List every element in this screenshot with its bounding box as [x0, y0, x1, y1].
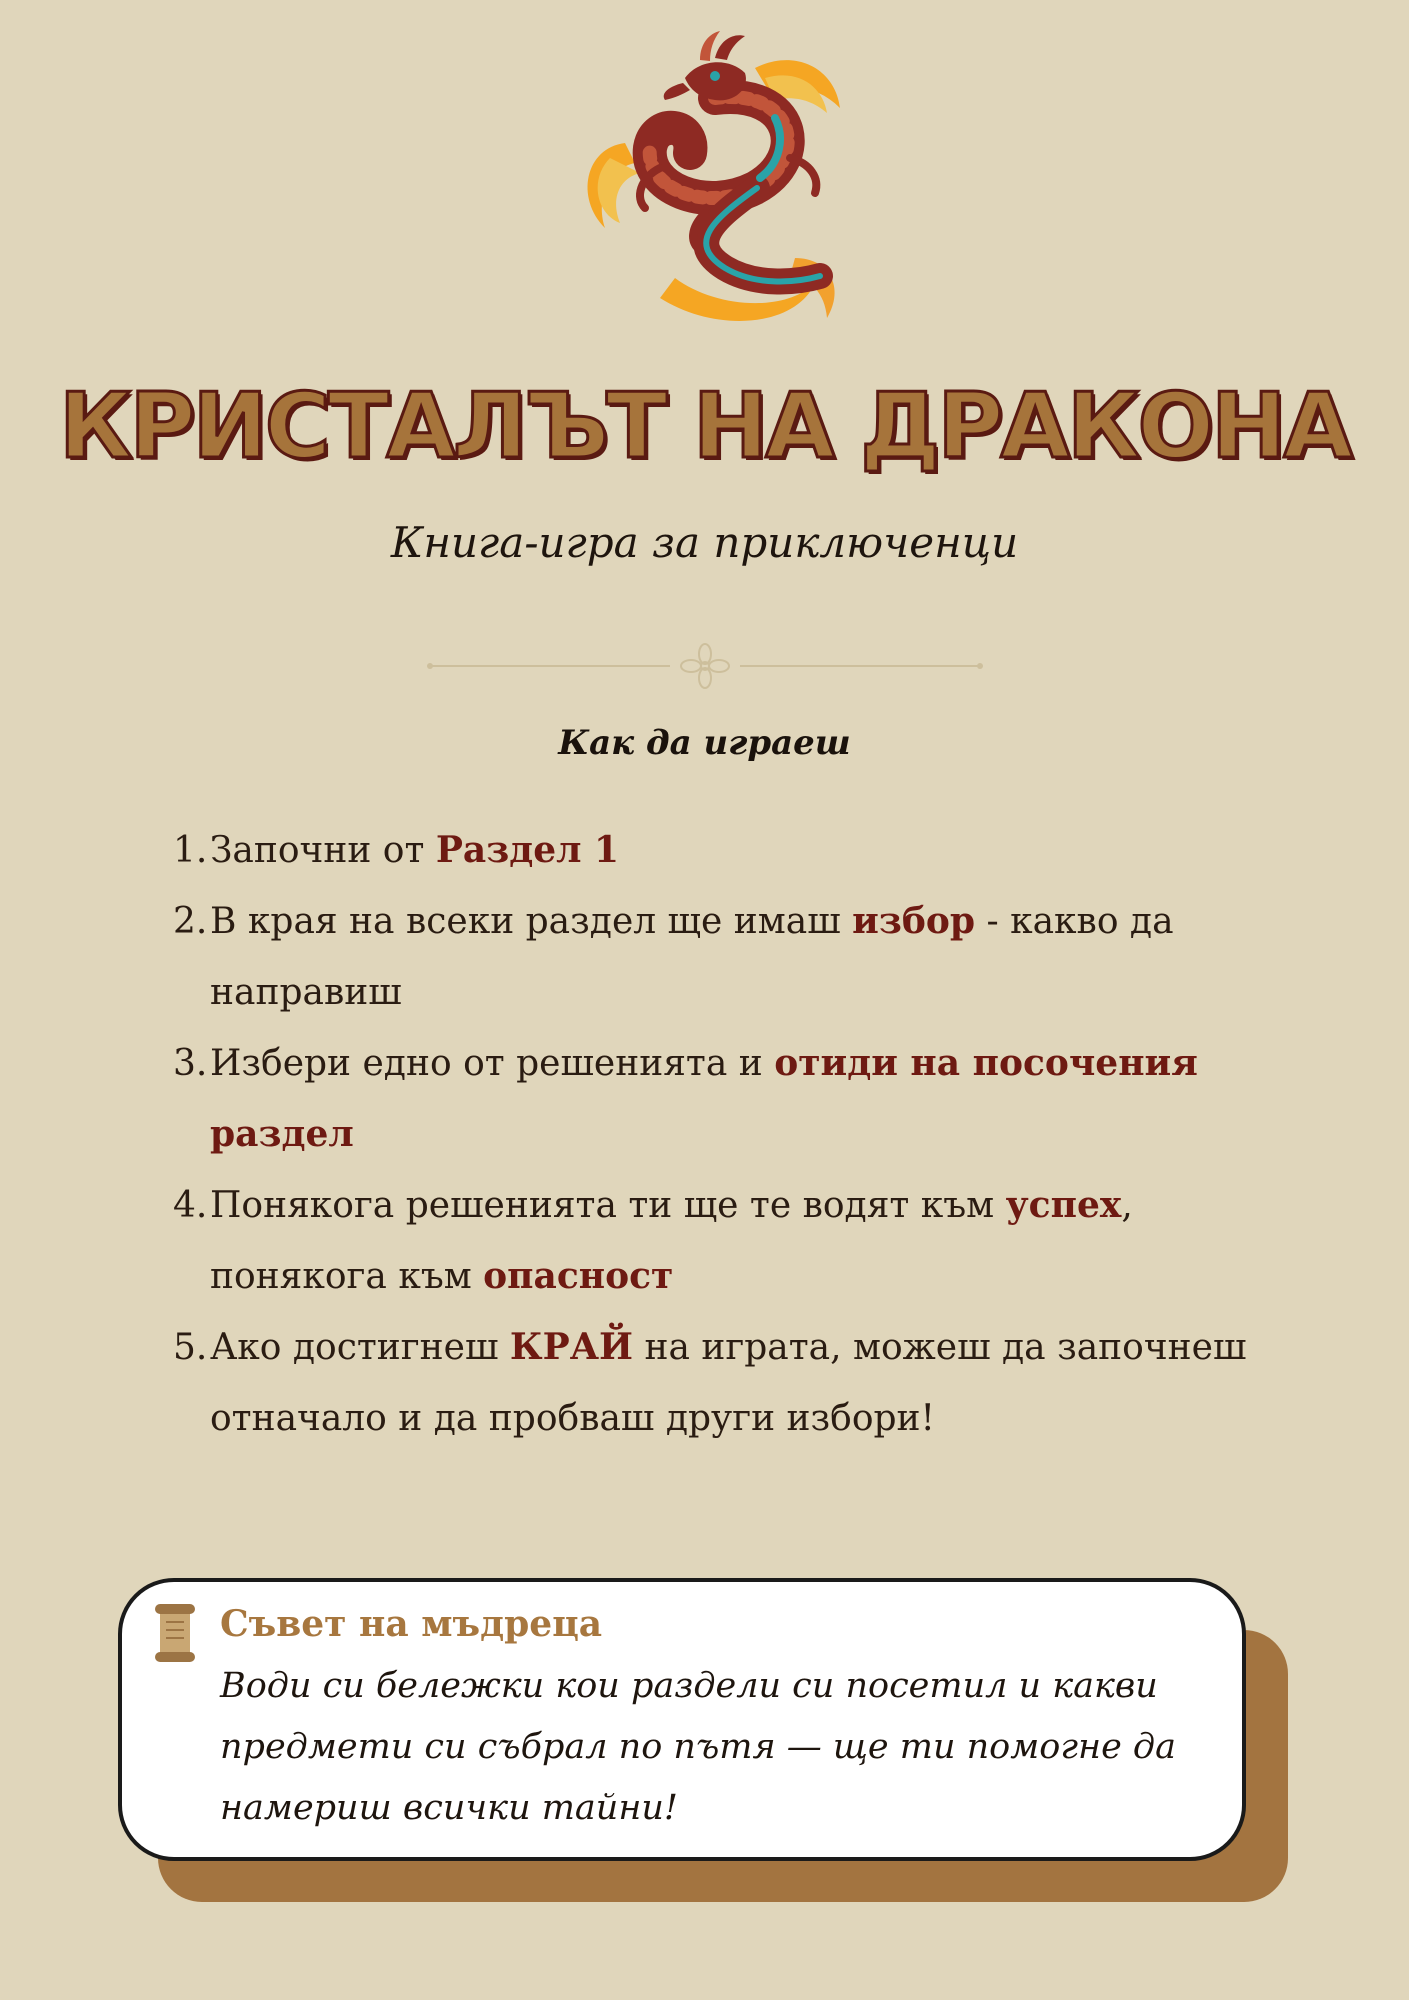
step-highlight: успех: [1005, 1184, 1122, 1226]
page-title: КРИСТАЛЪТ НА ДРАКОНА: [58, 374, 1351, 479]
list-item: [170, 1170, 1270, 1312]
step-highlight: КРАЙ: [509, 1326, 634, 1368]
tip-text: Води си бележки кои раздели си посетил и какви предмети си събрал по пътя — ще ти помогне да намериш всички тайни!: [220, 1666, 1176, 1828]
tip-title: Съвет на мъдреца: [220, 1603, 603, 1645]
how-to-play-heading: Как да играеш: [558, 723, 851, 763]
step-text: Избери едно от решенията и: [210, 1043, 775, 1084]
list-item: [170, 815, 1270, 886]
step-number: 5.: [173, 1327, 208, 1368]
list-item: [170, 1028, 1270, 1170]
step-number: 1.: [173, 830, 208, 871]
dragon-illustration: [565, 28, 865, 338]
list-item: [170, 1312, 1270, 1454]
step-text: , понякога към: [210, 1185, 1133, 1297]
step-text: - какво да направиш: [210, 901, 1174, 1013]
step-highlight: избор: [852, 900, 976, 942]
step-number: 3.: [173, 1043, 208, 1084]
instructions-list: [170, 815, 1270, 1454]
step-highlight: отиди на посочения раздел: [210, 1042, 1198, 1155]
scroll-icon: [150, 1602, 200, 1664]
step-text: Започни от: [210, 830, 436, 871]
step-number: 4.: [173, 1185, 208, 1226]
step-highlight: Раздел 1: [435, 829, 620, 871]
step-text: на играта, можеш да започнеш отначало и да пробваш други избори!: [210, 1327, 1247, 1439]
page-subtitle: Книга-игра за приключенци: [390, 518, 1019, 567]
step-text: В края на всеки раздел ще имаш: [210, 901, 853, 942]
step-highlight: опасност: [483, 1255, 674, 1297]
flower-ornament-icon: [420, 640, 990, 692]
step-text: Ако достигнеш: [210, 1327, 510, 1368]
step-number: 2.: [173, 901, 208, 942]
step-text: Понякога решенията ти ще те водят към: [210, 1185, 1006, 1226]
list-item: [170, 886, 1270, 1028]
